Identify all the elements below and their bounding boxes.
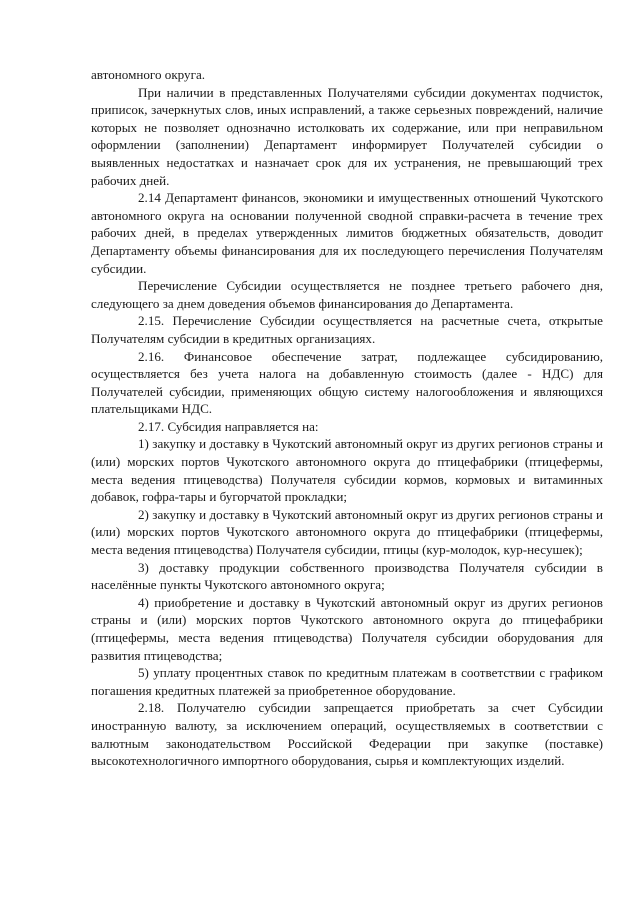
document-body bbox=[91, 66, 603, 770]
paragraph-continuation: автономного округа. bbox=[91, 67, 206, 82]
paragraph-document-defects: При наличии в представленных Получателями субсидии документах подчисток, приписок, зачеркнутых слов, иных исправлений, а также серьезных повреждений, наличие которых не позволяет однозначно истолковать их содержание, или при неправильном оформлении (заполнении) Департамент информирует Получателей субсидии о выявленных недостатках и назначает срок для их устранения, не превышающий трех рабочих дней. bbox=[91, 84, 603, 188]
paragraph-2-17: 2.17. Субсидия направляется на: bbox=[138, 418, 319, 434]
paragraph-2-16: 2.16. Финансовое обеспечение затрат, подлежащее субсидированию, осуществляется без учета налога на добавленную стоимость (далее - НДС) для Получателей субсидии, применяющих общую систему налогообложения и являющихся плательщиками НДС. bbox=[91, 348, 603, 417]
list-item-1: 1) закупку и доставку в Чукотский автономный округ из других регионов страны и (или) морских портов Чукотского автономного округа до птицефабрики (птицефермы, места ведения птицеводства) Получателя субсидии кормов, кормовых и витаминных добавок, гофра-тары и бугорчатой прокладки; bbox=[91, 436, 603, 505]
paragraph-2-15: 2.15. Перечисление Субсидии осуществляется на расчетные счета, открытые Получателям субсидии в кредитных организациях. bbox=[91, 313, 603, 346]
paragraph-2-14: 2.14 Департамент финансов, экономики и имущественных отношений Чукотского автономного округа на основании полученной сводной справки-расчета в течение трех рабочих дней, в пределах утвержденных лимитов бюджетных обязательств, доводит Департаменту объемы финансирования для их последующего перечисления Получателям субсидии. bbox=[91, 190, 603, 276]
paragraph-transfer-deadline: Перечисление Субсидии осуществляется не позднее третьего рабочего дня, следующего за днем доведения объемов финансирования до Департамента. bbox=[91, 278, 603, 311]
list-item-4: 4) приобретение и доставку в Чукотский автономный округ из других регионов страны и (или) морских портов Чукотского автономного округа до птицефабрики (птицефермы, места ведения птицеводства) Получателя субсидии оборудования для развития птицеводства; bbox=[91, 594, 603, 663]
paragraph-2-18: 2.18. Получателю субсидии запрещается приобретать за счет Субсидии иностранную валюту, за исключением операций, осуществляемых в соответствии с валютным законодательством Российской Федерации при закупке (поставке) высокотехнологичного импортного оборудования, сырья и комплектующих изделий. bbox=[91, 700, 603, 769]
list-item-3: 3) доставку продукции собственного производства Получателя субсидии в населённые пункты Чукотского автономного округа; bbox=[91, 559, 603, 593]
list-item-5: 5) уплату процентных ставок по кредитным платежам в соответствии с графиком погашения кредитных платежей за приобретенное оборудование. bbox=[91, 665, 603, 698]
list-item-2: 2) закупку и доставку в Чукотский автономный округ из других регионов страны и (или) морских портов Чукотского автономного округа до птицефабрики (птицефермы, места ведения птицеводства) Получателя субсидии, птицы (кур-молодок, кур-несушек); bbox=[91, 506, 603, 558]
